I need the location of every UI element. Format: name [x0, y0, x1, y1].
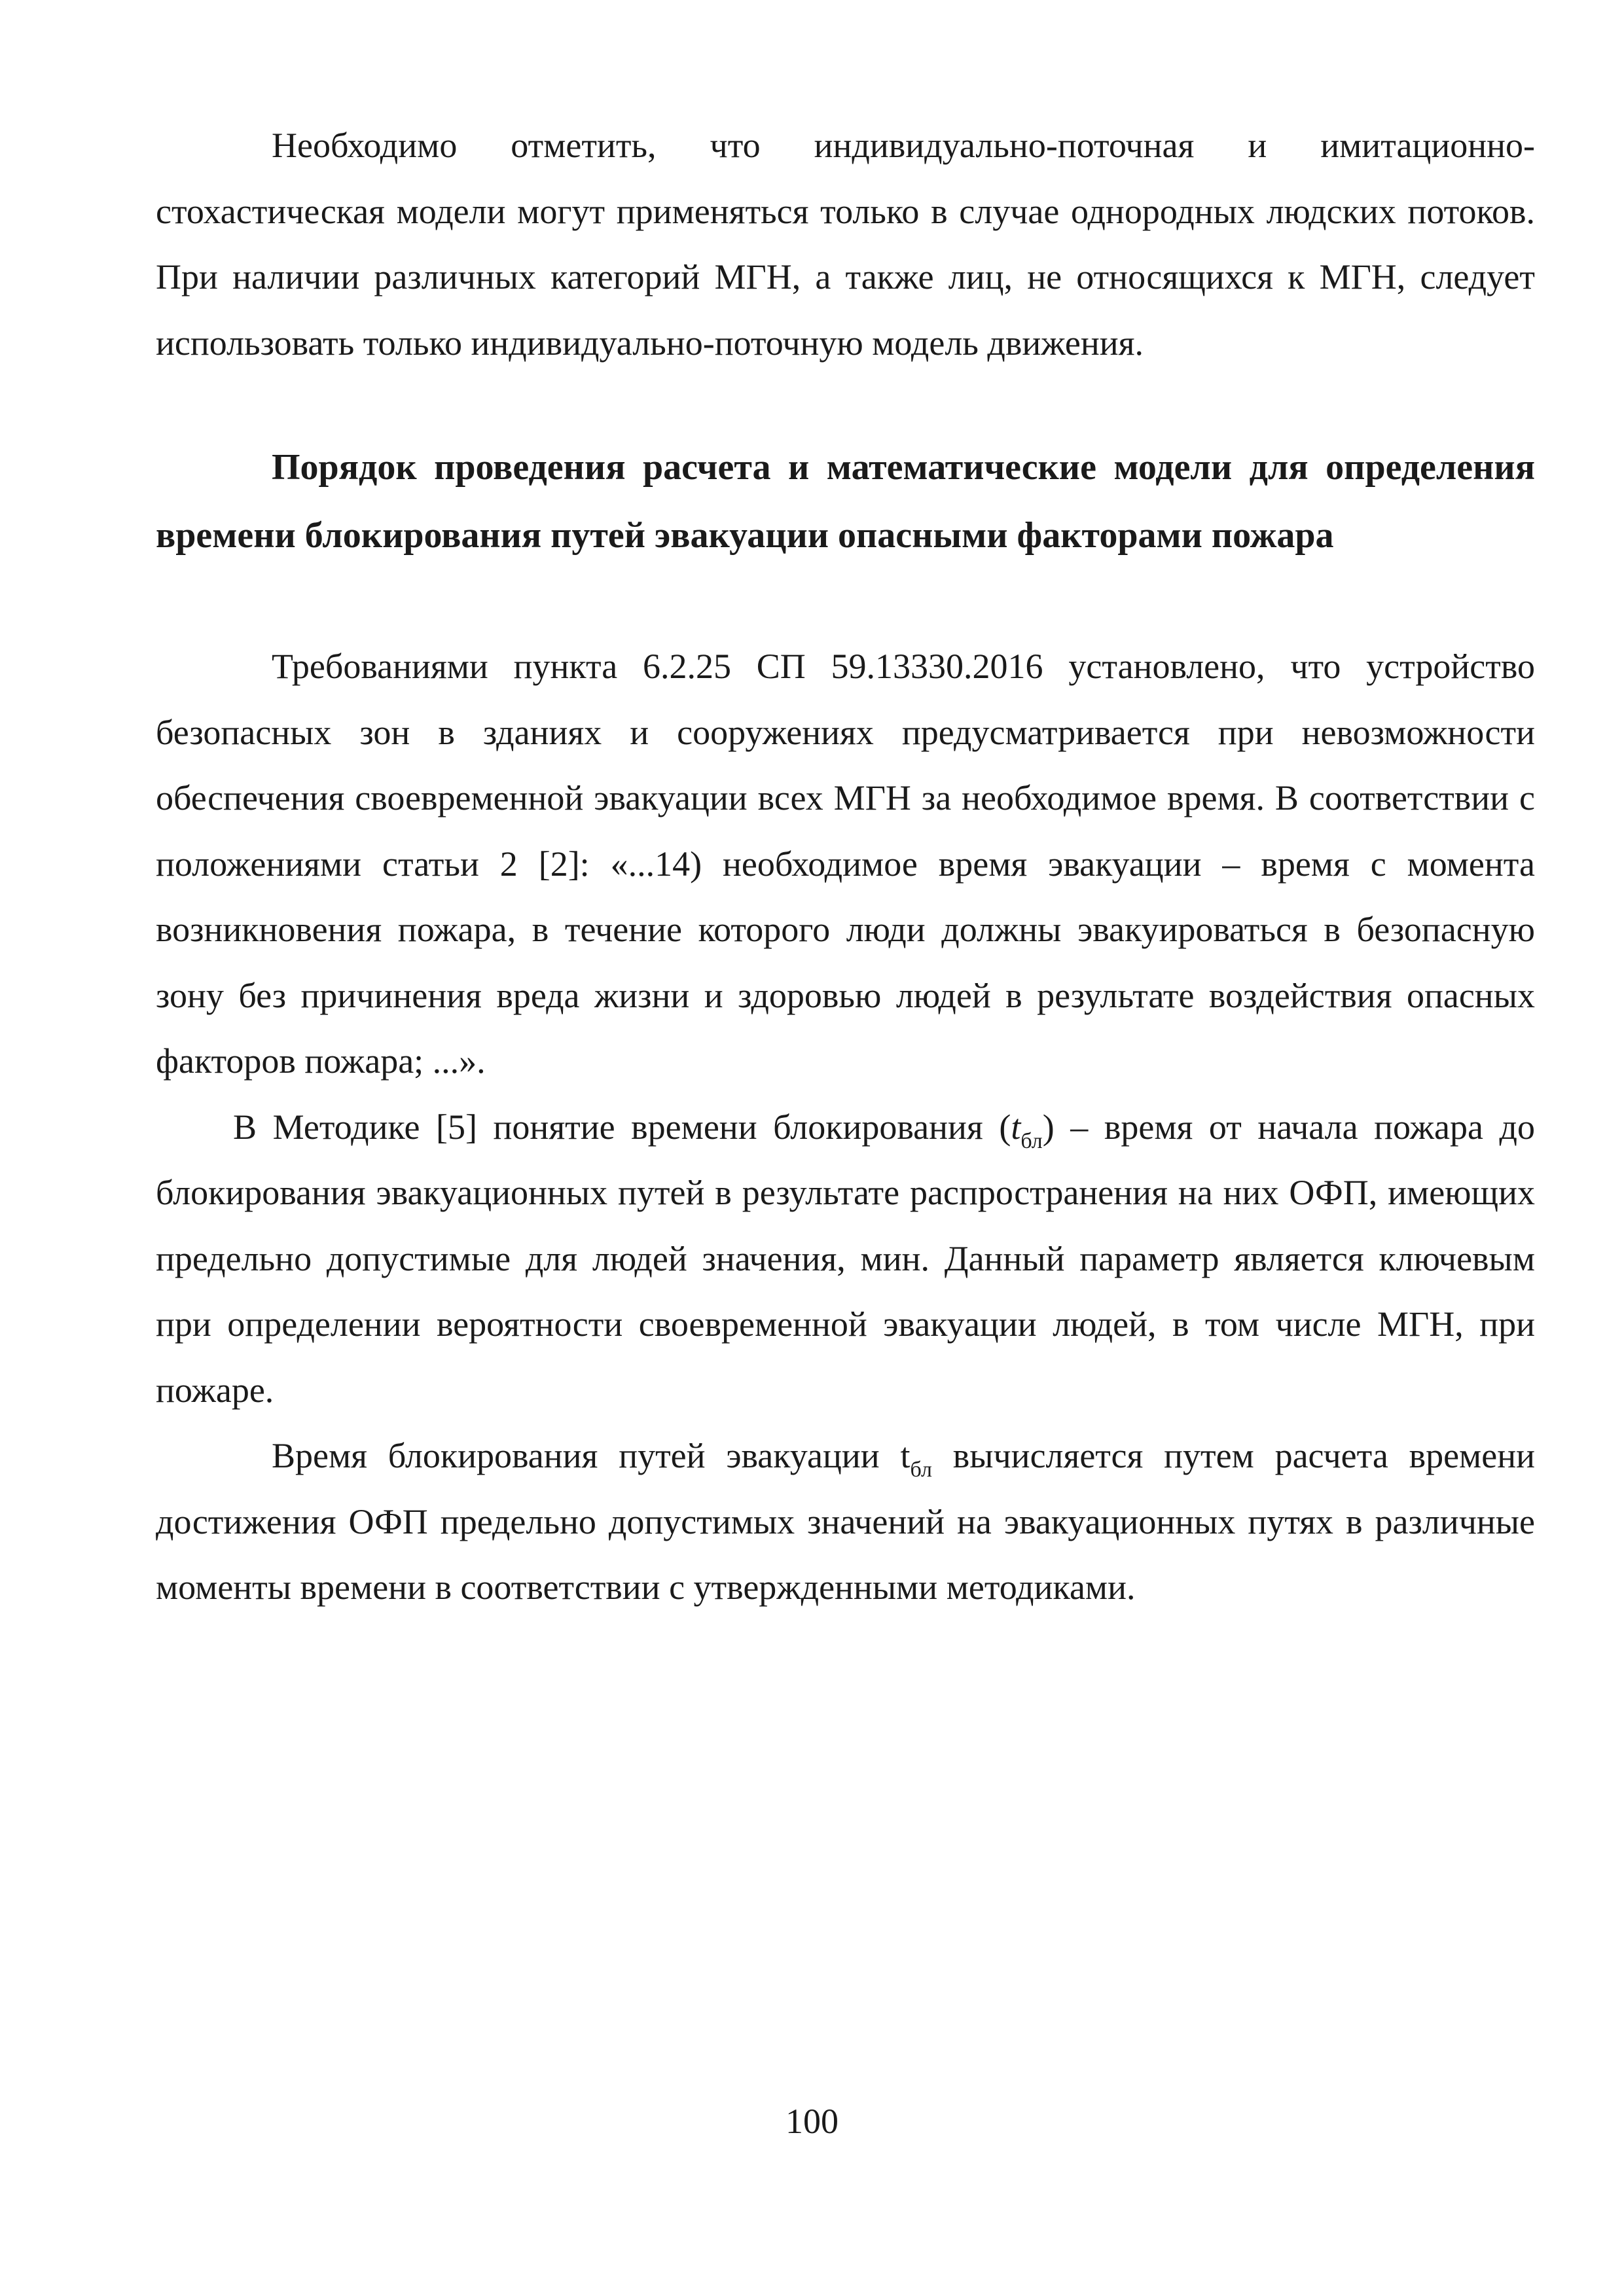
paragraph-blocking-time-calculation: [156, 1423, 1535, 1621]
variable-t: t: [1011, 1107, 1021, 1147]
paragraph-text: ) – время от начала пожара до блокирования эвакуационных путей в результате распространения на них ОФП, имеющих предельно допустимые для людей значения, мин. Данный параметр является ключевым при определении вероятности своевременной эвакуации людей, в том числе МГН, при пожаре.: [156, 1107, 1535, 1410]
paragraph-text: вычисляется путем расчета времени достижения ОФП предельно допустимых значений на эвакуационных путях в различные моменты времени в соответствии с утвержденными методиками.: [156, 1436, 1535, 1607]
paragraph-safe-zones-requirement: Требованиями пункта 6.2.25 СП 59.13330.2016 установлено, что устройство безопасных зон в зданиях и сооружениях предусматривается при невозможности обеспечения своевременной эвакуации всех МГН за необходимое время. В соответствии с положениями статьи 2 [2]: «...14) необходимое время эвакуации – время с момента возникновения пожара, в течение которого люди должны эвакуироваться в безопасную зону без причинения вреда жизни и здоровью людей в результате воздействия опасных факторов пожара; ...».: [156, 647, 1535, 1081]
subscript-bl: бл: [910, 1458, 932, 1482]
section-heading: Порядок проведения расчета и математические модели для определения времени блокирования путей эвакуации опасными факторами пожара: [156, 447, 1535, 556]
paragraph-blocking-time-definition: [156, 1094, 1535, 1424]
paragraph-text: В Методике [5] понятие времени блокирования (: [233, 1107, 1011, 1147]
paragraph-text: Время блокирования путей эвакуации: [272, 1436, 901, 1475]
paragraph-models-note: Необходимо отметить, что индивидуально-поточная и имитационно-стохастическая модели могут применяться только в случае однородных людских потоков. При наличии различных категорий МГН, а также лиц, не относящихся к МГН, следует использовать только индивидуально-поточную модель движения.: [156, 126, 1535, 363]
page-number: 100: [785, 2102, 839, 2141]
page-body: [156, 113, 1535, 1621]
subscript-bl: бл: [1020, 1128, 1043, 1153]
variable-t: t: [900, 1436, 911, 1475]
